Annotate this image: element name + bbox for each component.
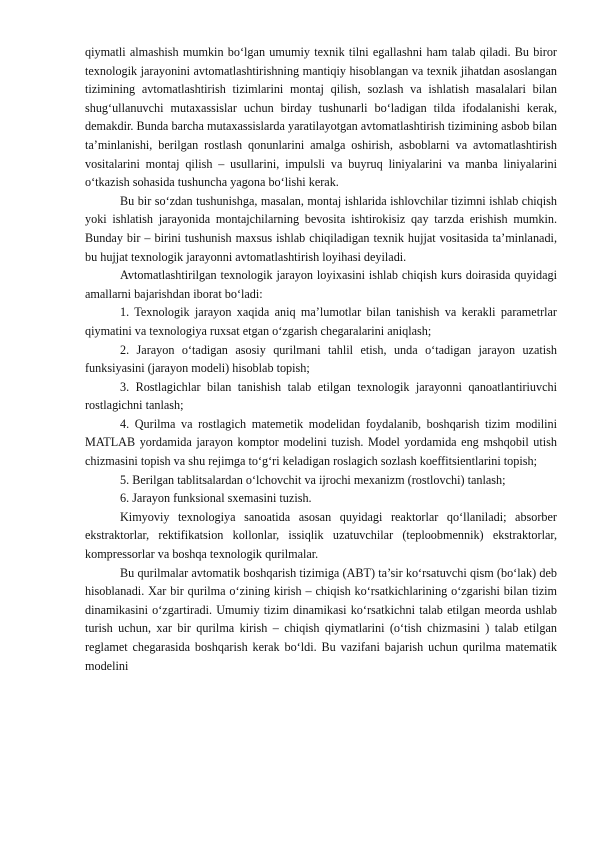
list-item-step-2: 2. Jarayon o‘tadigan asosiy qurilmani tahlil etish, unda o‘tadigan jarayon uzatish funksiyasini (jarayon modeli) hisoblab topish;: [85, 342, 557, 376]
paragraph-abt-dynamics: Bu qurilmalar avtomatik boshqarish tizimiga (ABT) ta’sir ko‘rsatuvchi qism (bo‘lak) deb hisoblanadi. Xar bir qurilma o‘zining kirish – chiqish ko‘rsatkichlarining o‘zgarishi bilan tizim dinamikasini o‘zgartiradi. Umumiy tizim dinamikasi ko‘rsatkichni talab etilgan meorda ushlab turish uchun, xar bir qurilma kirish – chiqish qiymatlarini (o‘tish chizmasini ) talab etilgan reglamet chegarasida boshqarish kerak bo‘ldi. Bu vazifani bajarish uchun qurilma matematik modelini: [85, 565, 557, 673]
list-item-step-1: 1. Texnologik jarayon xaqida aniq ma’lumotlar bilan tanishish va kerakli parametrlar qiymatini va texnologiya ruxsat etgan o‘zgarish chegaralarini aniqlash;: [85, 305, 557, 338]
document-page: [85, 43, 557, 675]
paragraph-project-steps-intro: Avtomatlashtirilgan texnologik jarayon loyixasini ishlab chiqish kurs doirasida quyidagi amallarni bajarishdan iborat bo‘ladi:: [85, 268, 557, 301]
paragraph-understanding: Bu bir so‘zdan tushunishga, masalan, montaj ishlarida ishlovchilar tizimni ishlab chiqish yoki ishlatish jarayonida montajchilarning bevosita ishtirokisiz qay tarzda erishish mumkin. Bunday bir – birini tushunish maxsus ishlab chiqiladigan texnik hujjat vositasida ta’minlanadi, bu hujjat texnologik jarayonni avtomatlashtirish loyihasi deyiladi.: [85, 193, 557, 264]
list-item-step-4: 4. Qurilma va rostlagich matemetik modelidan foydalanib, boshqarish tizim modilini MATLAB yordamida jarayon komptor modelini tuzish. Model yordamida eng mshqobil utish chizmasini topish va shu rejimga to‘g‘ri keladigan roslagich sozlash koeffitsientlarini topish;: [85, 416, 557, 469]
list-item-step-5: 5. Berilgan tablitsalardan o‘lchovchit va ijrochi mexanizm (rostlovchi) tanlash;: [120, 472, 506, 487]
list-item-step-6: 6. Jarayon funksional sxemasini tuzish.: [120, 491, 312, 506]
paragraph-continuation: qiymatli almashish mumkin bo‘lgan umumiy texnik tilni egallashni ham talab qiladi. Bu biror texnologik jarayonini avtomatlashtirishning mantiqiy hisoblangan va texnik jihatdan asoslangan tizimining avtomatlashtirish tizimlarini montaj qilish, sozlash va ishlatish masalalari bilan shug‘ullanuvchi mutaxassislar uchun birday tushunarli bo‘ladigan tilda ifodalanishi kerak, demakdir. Bunda barcha mutaxassislarda yaratilayotgan avtomatlashtirish tizimining asbob bilan ta’minlanishi, berilgan rostlash qonunlarini amalga oshirish, asboblarni va avtomatlashtirish vositalarini montaj qilish – usullarini, impulsli va buyruq liniyalarini va manba liniyalarini o‘tkazish sohasida tushuncha yagona bo‘lishi kerak.: [85, 45, 557, 190]
paragraph-chemical-reactors: Kimyoviy texnologiya sanoatida asosan quyidagi reaktorlar qo‘llaniladi; absorber ekstraktorlar, rektifikatsion kollonlar, issiqlik uzatuvchilar (teploobmennik) ekstraktorlar, kompressorlar va boshqa texnologik qurilmalar.: [85, 509, 557, 562]
list-item-step-3: 3. Rostlagichlar bilan tanishish talab etilgan texnologik jarayonni qanoatlantiriuvchi rostlagichni tanlash;: [85, 379, 557, 413]
